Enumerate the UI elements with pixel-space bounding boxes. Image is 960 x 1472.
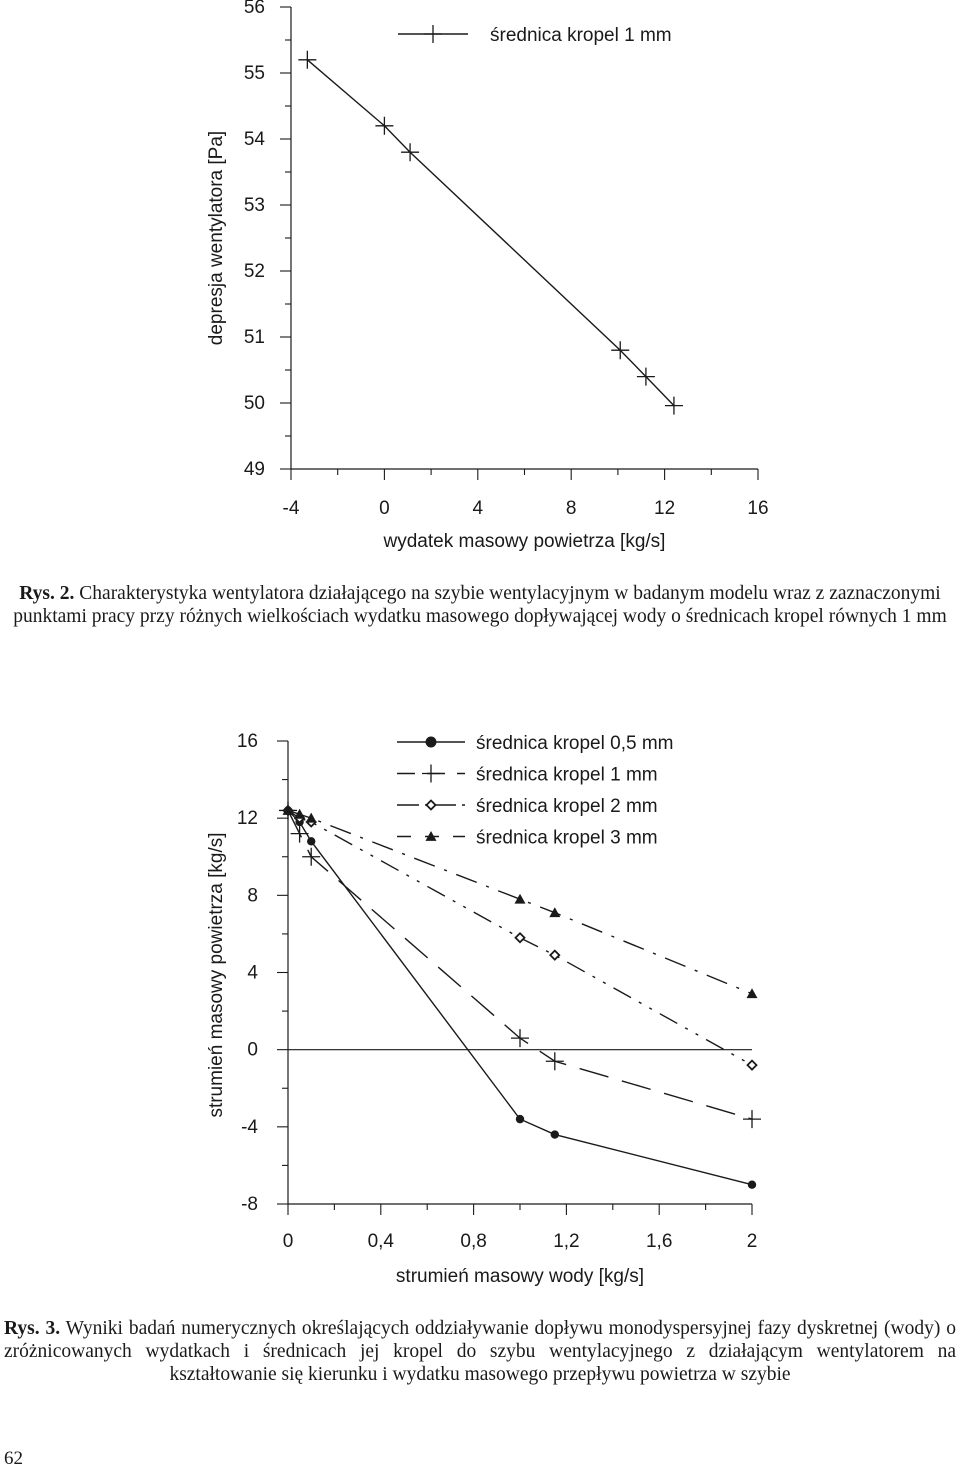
y-tick-label: 4 (247, 962, 258, 984)
legend-entry-4 (397, 828, 658, 849)
y-tick-label: -4 (241, 1116, 258, 1138)
page-number: 62 (4, 1448, 23, 1469)
series-1 (284, 806, 756, 1189)
y-tick-label: 50 (243, 393, 265, 414)
data-point (747, 988, 758, 998)
x-axis-title: wydatek masowy powietrza [kg/s] (383, 531, 666, 552)
data-point (549, 907, 560, 917)
data-point (515, 894, 526, 904)
figure-2-caption (0, 582, 960, 628)
y-tick-label: 56 (243, 0, 265, 18)
y-tick-label: 49 (243, 459, 265, 480)
data-point (748, 1061, 757, 1070)
x-tick-label: -4 (282, 498, 300, 519)
y-tick-label: 53 (243, 195, 265, 216)
series-line (288, 810, 752, 1184)
x-tick-label: 2 (746, 1231, 758, 1252)
legend-marker (427, 801, 436, 810)
y-tick-label: 16 (236, 731, 258, 752)
y-tick-label: 8 (247, 885, 258, 907)
x-tick-label: 0 (282, 1231, 294, 1252)
legend-label: średnica kropel 1 mm (476, 764, 658, 786)
x-tick-label: 12 (654, 498, 676, 519)
y-axis-title: strumień masowy powietrza [kg/s] (206, 832, 227, 1118)
x-tick-label: 4 (472, 498, 484, 519)
series-2 (279, 801, 761, 1128)
x-tick-label: 0,8 (460, 1231, 487, 1252)
legend-label: średnica kropel 2 mm (476, 796, 658, 817)
y-tick-label: 55 (243, 63, 265, 84)
figure-3-caption (0, 1317, 960, 1386)
legend-marker (422, 765, 440, 783)
y-tick-label: -8 (241, 1194, 258, 1215)
y-tick-label: 12 (236, 808, 258, 830)
legend-label: średnica kropel 1 mm (490, 25, 672, 46)
x-tick-label: 1,2 (553, 1231, 580, 1252)
data-point (748, 1181, 756, 1189)
data-point (551, 1130, 559, 1138)
y-axis-title: depresja wentylatora [Pa] (206, 130, 227, 346)
y-tick-label: 54 (243, 129, 265, 150)
legend-entry-3 (397, 796, 658, 817)
legend-entry-2 (397, 765, 658, 786)
data-point (550, 951, 559, 960)
legend-label: średnica kropel 0,5 mm (476, 733, 674, 754)
x-tick-label: 8 (565, 498, 577, 519)
figure-2-label: Rys. 2. (19, 583, 75, 604)
x-tick-label: 1,6 (645, 1231, 673, 1252)
x-tick-label: 16 (747, 498, 769, 519)
y-tick-label: 52 (243, 261, 265, 282)
data-point (546, 1052, 564, 1070)
x-axis-title: strumień masowy wody [kg/s] (395, 1266, 645, 1287)
y-tick-label: 51 (243, 327, 265, 348)
data-point (516, 1115, 524, 1123)
legend-entry-1 (397, 733, 673, 754)
figure-3-label: Rys. 3. (4, 1318, 61, 1339)
data-point (291, 825, 309, 843)
data-point (516, 933, 525, 942)
data-point (743, 1110, 761, 1128)
figure-2-text: Charakterystyka wentylatora działającego na szybie wentylacyjnym w badanym modelu wraz z zaznaczonymi punktami pracy przy różnych wielkościach wydatku masowego dopływającej wody o średnicach kropel równych 1 mm (13, 583, 947, 627)
figure-3-text: Wyniki badań numerycznych określających oddziaływanie dopływu monodyspersyjnej fazy dyskretnej (wody) o zróżnicowanych wydatkach i średnicach jej kropel do szybu wentylacyjnego z działającym wentylatorem na kształtowanie się kierunku i wydatku masowego przepływu powietrza w szybie (4, 1318, 956, 1385)
data-point (307, 837, 315, 845)
x-tick-label: 0,4 (367, 1231, 395, 1252)
legend-marker (426, 737, 437, 748)
x-tick-label: 0 (379, 498, 390, 519)
legend-label: średnica kropel 3 mm (476, 827, 658, 849)
y-tick-label: 0 (247, 1039, 258, 1061)
